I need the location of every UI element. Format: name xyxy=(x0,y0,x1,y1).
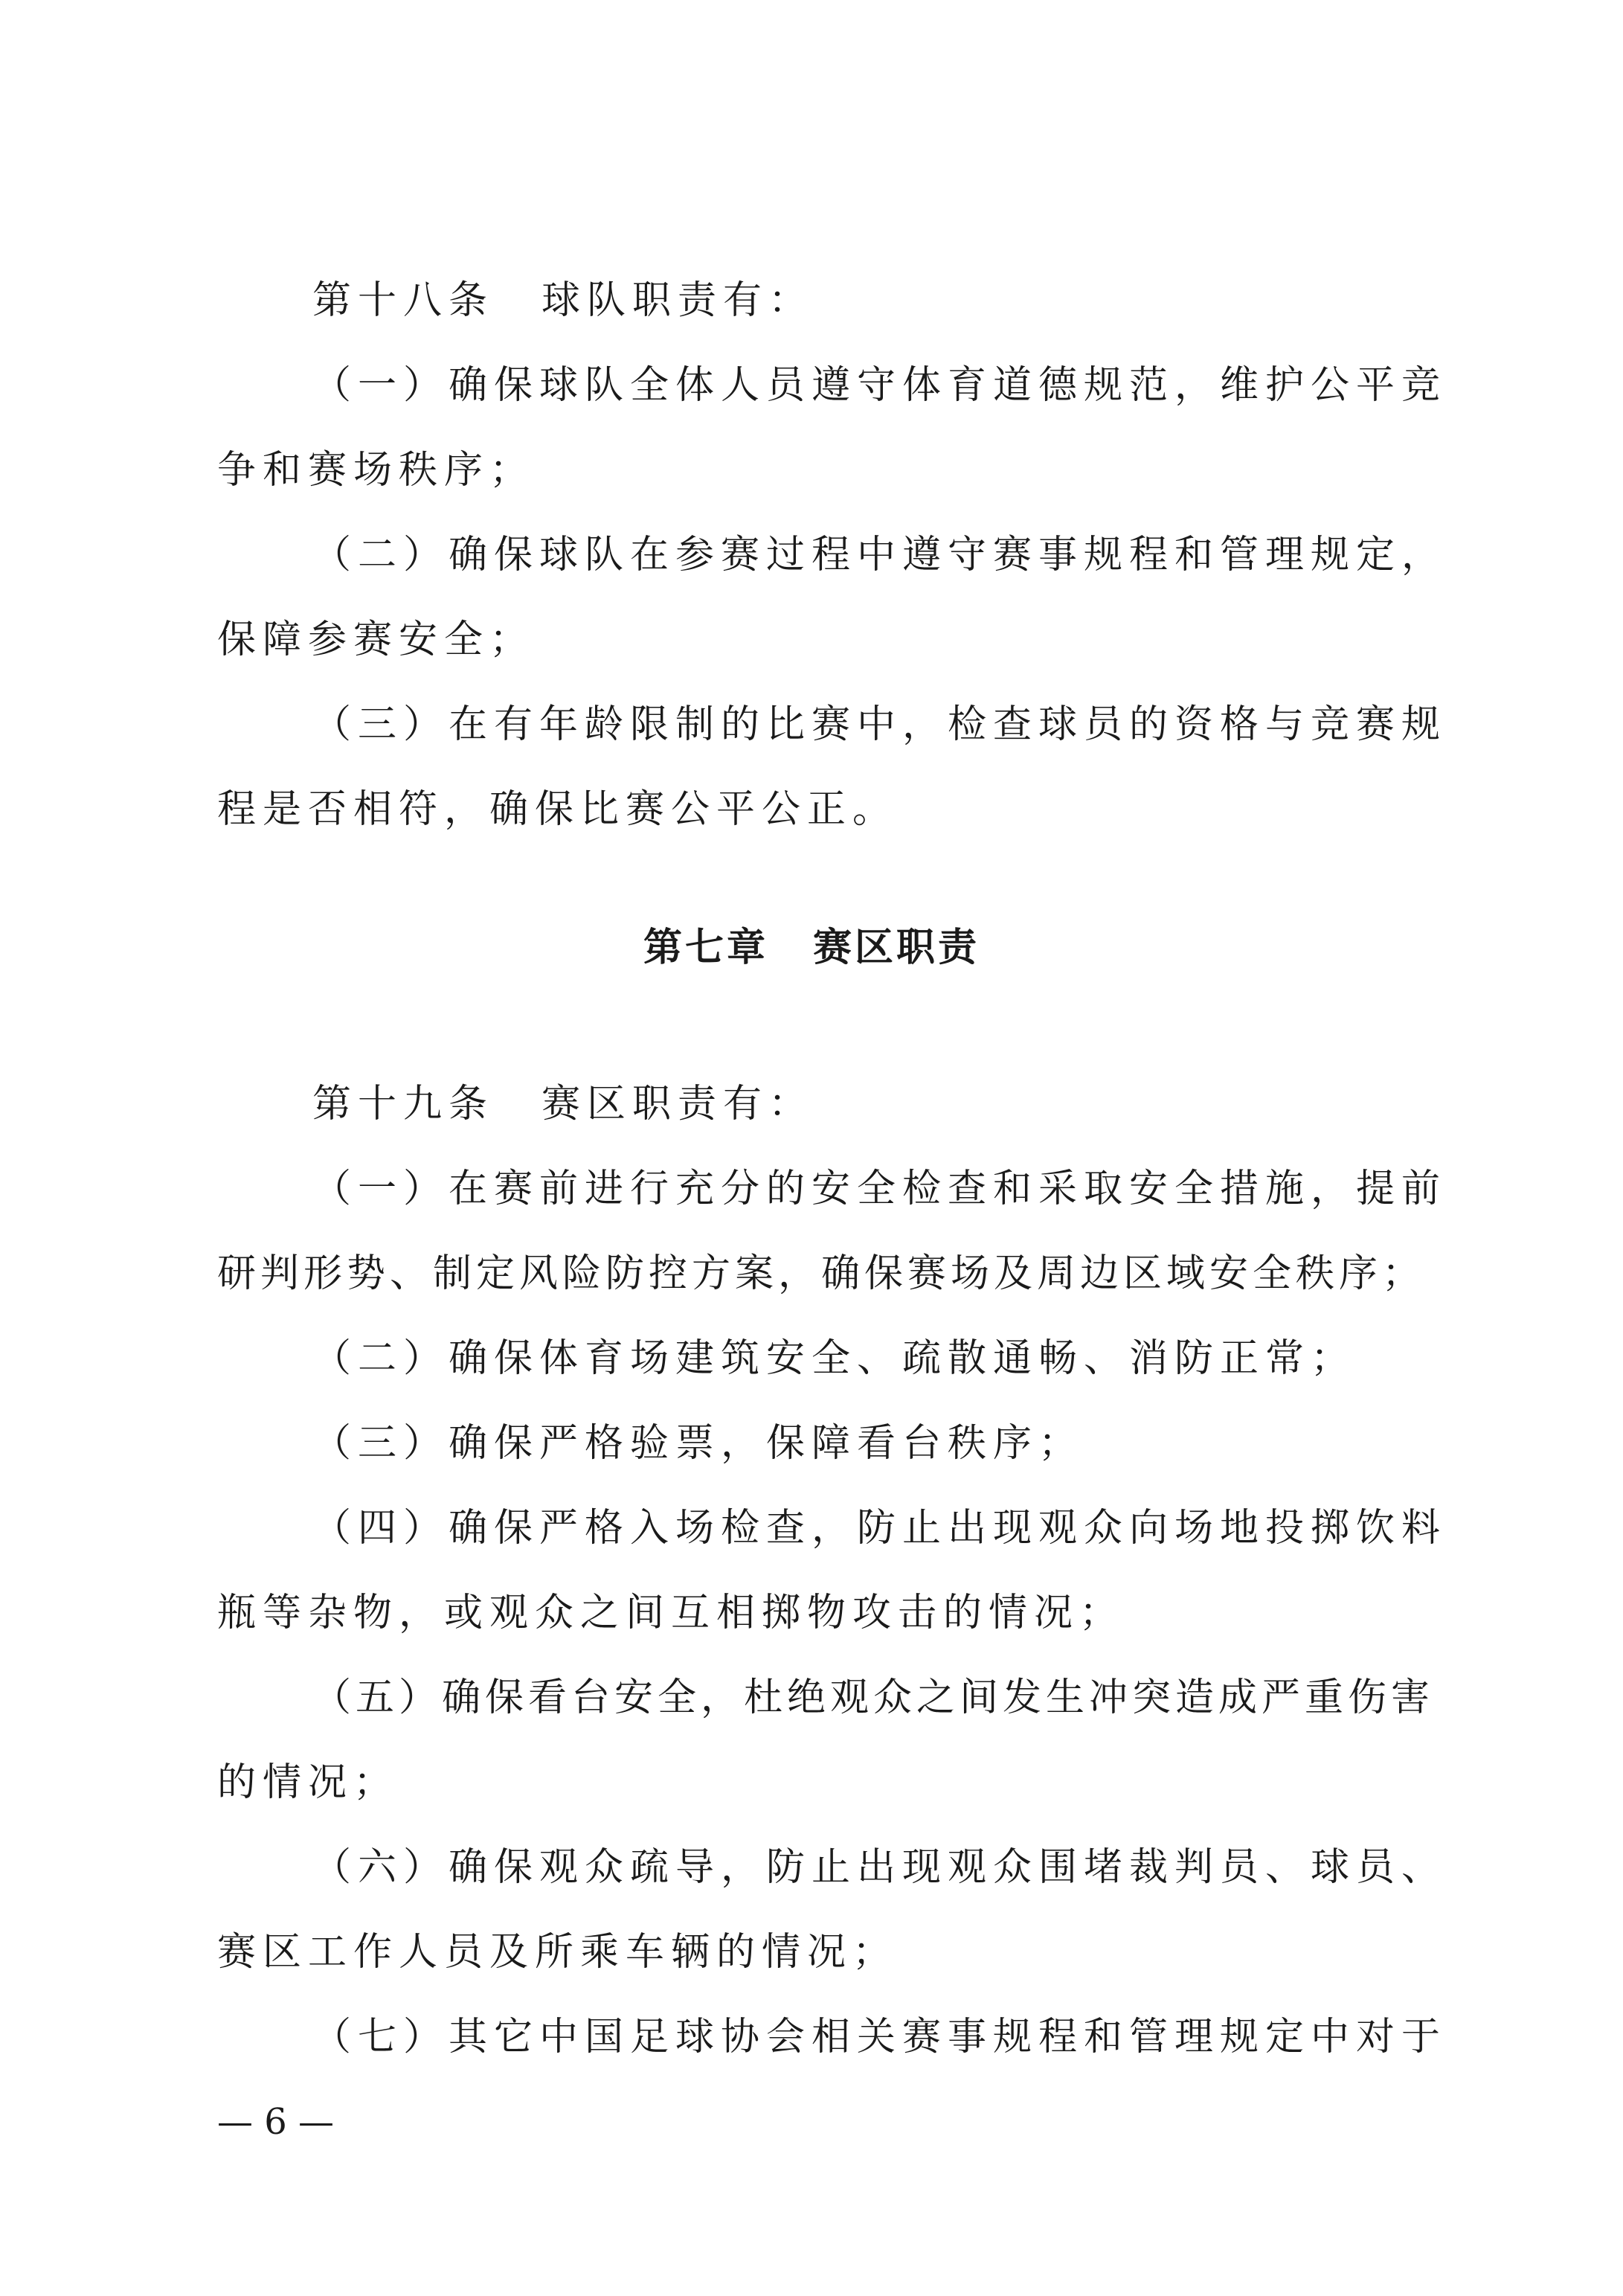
article-18-item-3-line-2: 程是否相符，确保比赛公平公正。 xyxy=(217,787,899,832)
article-18-item-2-line-2: 保障参赛安全； xyxy=(217,618,536,662)
article-18-heading xyxy=(312,278,814,323)
article-18-item-2-line-1: （二）确保球队在参赛过程中遵守赛事规程和管理规定， xyxy=(312,533,1447,577)
article-19-item-4-line-2: 瓶等杂物，或观众之间互相掷物攻击的情况； xyxy=(217,1591,1125,1635)
page-number: — 6 — xyxy=(217,2101,335,2143)
article-19-item-3-line-1: （三）确保严格验票，保障看台秩序； xyxy=(312,1421,1084,1466)
article-18-item-1-line-2: 争和赛场秩序； xyxy=(217,448,536,493)
article-19-item-5-line-1: （五）确保看台安全，杜绝观众之间发生冲突造成严重伤害 xyxy=(312,1675,1435,1720)
article-19-item-5-line-2: 的情况； xyxy=(217,1760,399,1805)
article-19-item-2-line-1: （二）确保体育场建筑安全、疏散通畅、消防正常； xyxy=(312,1336,1357,1381)
article-19-item-1-line-1: （一）在赛前进行充分的安全检查和采取安全措施，提前 xyxy=(312,1167,1447,1211)
article-18-item-1-line-1: （一）确保球队全体人员遵守体育道德规范，维护公平竞 xyxy=(312,363,1447,408)
article-19-item-4-line-1: （四）确保严格入场检查，防止出现观众向场地投掷饮料 xyxy=(312,1506,1447,1551)
article-19-item-6-line-1: （六）确保观众疏导，防止出现观众围堵裁判员、球员、 xyxy=(312,1845,1447,1890)
article-18-item-3-line-1: （三）在有年龄限制的比赛中，检查球员的资格与竞赛规 xyxy=(312,702,1447,747)
article-18-number: 第十八条 xyxy=(312,278,495,323)
article-19-item-1-line-2: 研判形势、制定风险防控方案，确保赛场及周边区域安全秩序； xyxy=(217,1251,1426,1296)
article-18-title: 球队职责有： xyxy=(541,278,814,323)
article-19-heading xyxy=(312,1082,814,1126)
article-19-number: 第十九条 xyxy=(312,1082,495,1126)
article-19-item-7-line-1: （七）其它中国足球协会相关赛事规程和管理规定中对于 xyxy=(312,2015,1447,2059)
article-19-item-6-line-2: 赛区工作人员及所乘车辆的情况； xyxy=(217,1930,899,1975)
chapter-number: 第七章 xyxy=(643,926,768,970)
chapter-heading xyxy=(0,926,1623,970)
article-19-title: 赛区职责有： xyxy=(541,1082,814,1126)
chapter-title: 赛区职责 xyxy=(813,926,980,970)
